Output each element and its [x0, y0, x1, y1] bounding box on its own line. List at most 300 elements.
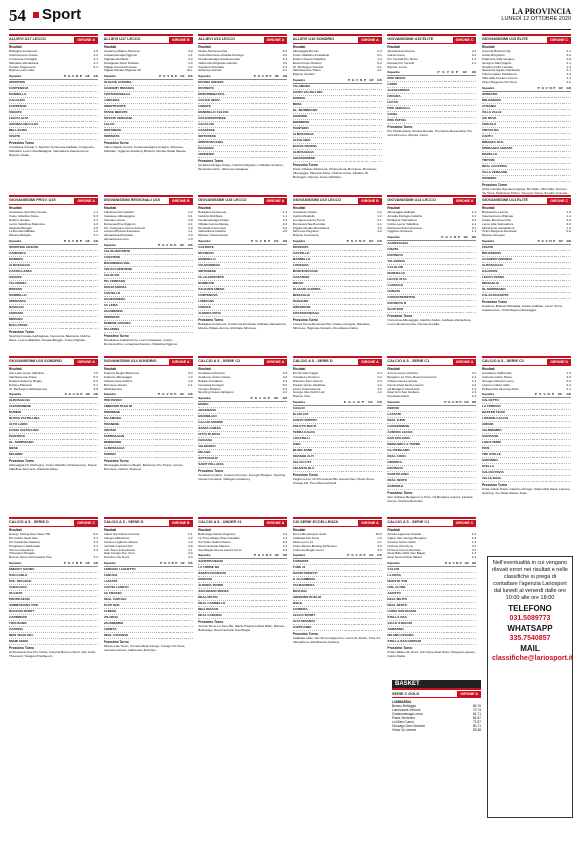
team-name: DERVIO — [387, 406, 443, 412]
match: Lecco Calcio-Esuna — [292, 386, 321, 391]
results-block — [9, 356, 98, 517]
match: Colico-Lecco Valtellina — [387, 221, 419, 226]
standings-col: GF — [177, 75, 185, 79]
team-name: REAL CARUGO — [104, 597, 159, 603]
standings-col: GS — [469, 562, 477, 566]
score: 1-2 — [282, 535, 288, 540]
results-label: Risultati — [103, 367, 117, 371]
table-row — [9, 134, 98, 140]
block-title: ALLIEVI U16 SONDRIO — [292, 36, 335, 41]
team-name: GROSIO — [104, 428, 157, 434]
result-row — [9, 556, 98, 560]
team-name: SANTO SPIRITO — [293, 418, 342, 424]
team-name: CALCETTO — [482, 398, 533, 404]
team-name: LECCO ALTA — [9, 116, 62, 122]
next-round-label: Prossimo Turno — [292, 163, 318, 168]
team-name: REAL MILITO — [387, 597, 443, 603]
team-name: SLOP BAR — [104, 603, 159, 609]
score: 2-1 — [471, 221, 477, 226]
team-name: CORTENOVA — [9, 86, 62, 92]
standings-col: N — [449, 71, 454, 75]
score: 1-5 — [93, 48, 98, 53]
standings-col: G — [541, 239, 544, 244]
team-name: BRIANZA OLG. — [482, 139, 536, 145]
stat-cell — [272, 152, 280, 158]
team-name: BRUGHERIO — [482, 251, 536, 257]
match: Boccon Sport-Ambrosiana Vive — [9, 555, 52, 560]
score: 8-2 — [93, 378, 98, 383]
next-round-text: Pro Patria-Giana, Novara-Renate, Pro Sesto-Alessandria, Pro Vercelli-Lecco. Riposa: Como. — [387, 129, 473, 138]
group-tag: GIRONE B — [169, 37, 193, 43]
result-row — [198, 391, 287, 395]
match: Riposa: Osio — [292, 394, 311, 399]
team-name: VALDENGO — [198, 444, 248, 450]
next-round-label: Prossimo Turno — [292, 473, 318, 478]
standings-col: Squadre — [482, 393, 533, 397]
standings-col: Squadre — [104, 562, 159, 566]
group-tag: GIRONE C — [547, 198, 571, 204]
stat-cell — [82, 134, 90, 140]
score: 3-2 — [188, 64, 193, 69]
match: Calcetto-Calcio Pavia — [481, 374, 512, 379]
match: Olginate-Robbiate — [103, 56, 129, 61]
score: 5-1 — [93, 382, 98, 387]
standings-col: P — [80, 392, 83, 397]
team-name: AURORA BOTA — [198, 311, 249, 317]
team-name: ARMATINO — [387, 627, 443, 633]
standings-col: N — [75, 561, 79, 566]
match: Oggiono-Sirtorese — [387, 229, 413, 234]
standings-col: P — [348, 78, 351, 83]
block-header — [293, 356, 382, 366]
block-title: GIOVANISSIMI U15 SONDRIO — [9, 358, 62, 363]
standings-col: P — [159, 74, 162, 79]
match: Real Sesto-Polion Milano — [387, 555, 423, 560]
score: 2-0 — [93, 225, 98, 230]
team-name: CIVIBERA — [293, 607, 346, 613]
team-name: LECCO SPORT — [293, 613, 346, 619]
standings-col: P — [250, 396, 253, 401]
match: Riposa: Casciooscore — [198, 233, 229, 238]
standings-col: GS — [278, 240, 287, 244]
team-name: SANTIANO — [482, 434, 533, 440]
team-name: REAL JURN — [387, 418, 443, 424]
result-row — [482, 234, 571, 238]
team-name: CASTELLANETO — [104, 585, 159, 591]
next-round-text: Albosaggia-Ol. Morbegno, Cosio Valtellino-Chiavennese, Nuova Valtellina-Alto Lario, Piantedo-Mese. — [9, 463, 97, 472]
result-row — [198, 69, 287, 73]
standings-col: GF — [366, 79, 374, 83]
team-name: DUBINO — [9, 410, 63, 416]
next-round-text: Calco-Olgiate Aurora, Costamasnaga-Lomagna, Sirtorese-Robbiate, Oggiono-Academy Brianza, Merate-Stade Merate. — [103, 145, 187, 154]
stat-cell — [458, 118, 467, 124]
team-name: ALBOSAGGIA — [104, 446, 157, 452]
team-name: CISATE — [9, 134, 62, 140]
standings-col: V — [452, 400, 455, 405]
table-row — [104, 633, 193, 639]
standings-col: P — [79, 239, 82, 244]
standings-col: G — [68, 239, 71, 244]
team-name: SEREGNO — [482, 91, 536, 97]
block-header — [482, 195, 571, 205]
stat-cell — [467, 118, 476, 124]
team-name: MARIO — [198, 402, 248, 408]
match: Chiavennese-Lazzate — [387, 378, 418, 383]
team-name: REAL SESTO — [387, 478, 443, 484]
next-round-label: Prossimo Turno — [103, 459, 129, 464]
match: Montevecchia-Rovinata — [292, 221, 326, 226]
group-tag: GIRONE A — [264, 359, 288, 365]
standings-col: G — [68, 392, 72, 397]
match: Olgiate Aurora-Merate — [198, 221, 229, 226]
group-tag: GIRONE A — [264, 520, 288, 526]
score: 84-87 — [472, 716, 481, 720]
team-name: CAGLIO — [293, 406, 342, 412]
group-tag: GIRONE A — [74, 198, 98, 204]
team-name: DUBINO — [293, 96, 347, 102]
standings-col: GS — [185, 562, 193, 566]
match: Olginate-Bioggio — [9, 225, 32, 230]
standings-table — [9, 562, 98, 645]
match: Grango Alto-Val Di Lutz — [292, 390, 325, 395]
team-name: TIRANESE — [104, 422, 157, 428]
team-name: ARDENNO BUGLIO — [104, 404, 157, 410]
team-name: BORMIESE — [293, 120, 347, 126]
standings-col: GF — [554, 393, 562, 397]
match: Sirtorese-Osnate — [198, 68, 222, 73]
match: Valchiavenna-Tirano — [292, 68, 321, 73]
team-name: ROBBIATE — [104, 134, 158, 140]
standings-col: GS — [563, 87, 571, 91]
standings-col: G — [164, 561, 167, 566]
match: Montevecchia-Oggiono — [103, 221, 136, 226]
match: Villa Valle-Fiorano Comun — [481, 76, 518, 81]
match: Olimpico-Pero Monza — [292, 378, 323, 383]
score: 2-2 — [566, 80, 571, 85]
next-round-text: Cabbiate-Idole, Del Torso-Cappucino, Lecco 21-Dante, Tube 21-Valmadrera, Alta Brianza-Civibera. — [292, 636, 381, 645]
team-name: LIGHT-TERM — [482, 440, 533, 446]
next-round — [387, 492, 476, 504]
score: 2-1 — [471, 394, 477, 399]
stat-cell — [185, 633, 193, 639]
match: Olgiate Aurora-Monzese — [103, 64, 137, 69]
table-row — [293, 466, 382, 472]
match: Arcellasco-Sporting Cesate — [9, 209, 47, 214]
team-name: STADE MERATE — [104, 110, 158, 116]
result-row — [9, 69, 98, 73]
next-round-label: Prossimo Turno — [9, 459, 35, 464]
team-name: CASTELLANZA — [9, 269, 62, 275]
stat-cell — [373, 466, 382, 472]
standings-col: P — [253, 553, 257, 558]
stat-cell — [278, 311, 287, 317]
standings-col: N — [265, 553, 268, 558]
team-name: OL. MORBEGNO — [9, 440, 63, 446]
score: 4-5 — [282, 374, 288, 379]
team-name: COLICO DERVIESE — [104, 267, 157, 273]
team-name: VALMADRERA — [293, 583, 346, 589]
match: Lumezzane-Vertova — [392, 708, 421, 712]
score: 4-4 — [471, 382, 477, 387]
standings-col: V — [259, 239, 262, 244]
team-name: TUBE 21 — [293, 565, 346, 571]
block-header — [9, 517, 98, 527]
score: 2-2 — [377, 374, 382, 379]
team-name: CABBIATE — [293, 559, 346, 565]
team-name: SONDRIO — [293, 114, 347, 120]
team-name: CALOLZIO — [387, 265, 439, 271]
team-name: REAL CONC. — [387, 454, 443, 460]
score: 73-57 — [472, 720, 481, 724]
results-label: Risultati — [9, 528, 22, 532]
ad-mail[interactable]: classifiche@lariosport.it — [492, 655, 574, 662]
team-name: ARDORA DELCLOU — [9, 122, 62, 128]
next-round-text: Bellagina-Cortenova, Cortenova-Rovinata, Galbiate-Valmadrera, Merate-Olgiate Aurora, Robbiate-Sirtorese. — [198, 322, 287, 330]
standings-col: GS — [184, 393, 192, 397]
block-title: CALCIO A 5 - SERIE D — [103, 519, 144, 524]
next-round-text: Albese-Lido Team, Cometa-Real Carugo, Carugo-Vis Nova, Lazzate-Ceriano, Valbrembo-Rozzano. — [103, 644, 186, 652]
match: Comasca-Fenegrò — [198, 382, 224, 387]
next-round-text: Cortenova-Albosaggia, Calolzio-Colico, Galbiate-Valmadrera, Lecco-Montevecchia, Osnate-Arcadia. — [387, 318, 472, 327]
team-name: CASATESE — [104, 255, 157, 261]
stat-cell — [272, 613, 280, 619]
next-round — [387, 647, 476, 659]
team-name: NUOVA VALTELLINA — [9, 416, 63, 422]
match: Valmadrera-Lecco — [103, 237, 129, 242]
match: Costamasnaga-Cisate — [198, 217, 229, 222]
match: Bormiese-Grosio — [103, 382, 127, 387]
team-name: LAZZATE — [387, 412, 443, 418]
score: 1-0 — [471, 213, 477, 218]
team-name: MANDELLO — [293, 257, 345, 263]
score: 80-71 — [472, 724, 481, 728]
match: Dervio-Real Sesto Lavorio — [387, 382, 424, 387]
match: Cisate-Montevecchia — [481, 217, 511, 222]
team-name: CASTELLO — [104, 291, 157, 297]
match: Rozzano-Vis Nova — [103, 555, 130, 560]
team-name: LECCO TERNA — [482, 275, 536, 281]
team-name: COSTAMASNAGA — [293, 311, 345, 317]
standings-col: G — [440, 71, 445, 75]
match: Alessandria-Novara — [387, 48, 415, 53]
score: 1-3 — [188, 374, 193, 379]
next-round-text: Caglio-Lecco, Di Chi-Celeste Blu, Esuna-Osio, Music Zone-Orange Alti, Pero Monza-Poletti. — [292, 477, 375, 485]
team-name: OSNATE — [198, 305, 249, 311]
block-title: CALCIO A 5 - SERIE C2 — [198, 358, 241, 363]
team-name: BOLLATESE — [9, 323, 62, 329]
standings-col: N — [359, 553, 362, 558]
block-header — [387, 195, 476, 205]
team-name: OLGIATE AURORA — [293, 287, 345, 293]
match: La Torre Albate-Team Casalbo — [198, 535, 240, 540]
standings-col: G — [443, 236, 448, 240]
stat-cell — [270, 462, 278, 468]
results-block — [104, 195, 193, 356]
result-row — [293, 73, 382, 77]
next-round-label: Prossimo Turno — [103, 640, 129, 645]
results-block — [482, 34, 571, 195]
score: 1-8 — [566, 56, 571, 61]
block-title: GIOVANISSIMI U15 ÉLITE — [387, 36, 434, 41]
team-name: GALBIATE — [482, 269, 536, 275]
next-round-text: Arcellasco-Calcio, Cusano-Pontoon, Fenegrò-Bulgaro, Sporting Ocean-Comasca, Valdegno-Academy. — [198, 473, 286, 482]
basket-results — [392, 704, 481, 732]
stat-cell — [469, 484, 477, 490]
score: 1-2 — [377, 225, 382, 230]
next-round-label: Prossimo Turno — [387, 646, 413, 651]
team-name: SPORTING — [9, 80, 62, 86]
score: 2-0 — [566, 221, 571, 226]
next-round-label: Prossimo Turno — [9, 646, 35, 651]
standings-col: N — [355, 401, 360, 405]
standings-col: GF — [82, 75, 90, 79]
match: Bellagina-Valmadrera — [387, 217, 417, 222]
team-name: VAL DI LUTZ — [293, 460, 342, 466]
next-round — [104, 335, 193, 347]
block-title: GIOVANISSIMI U15 ÉLITE — [481, 36, 528, 41]
team-name: IDOLE — [293, 601, 346, 607]
match: Giana-Como — [387, 52, 405, 57]
results-label: Risultati — [103, 45, 117, 49]
next-round — [482, 301, 571, 313]
team-name: LOMAGNA — [198, 299, 249, 305]
next-round-text: Ardor Lazzate-Speranza Agrate, Bri.Olgin.-Villa Valle, Fiorano-Vis Nova, Palazzolo-Tritium, Seregno-Cantu, Sondrio-Ausonia. — [481, 186, 568, 195]
standings-col: P — [444, 561, 448, 566]
score: 3-3 — [188, 233, 193, 238]
team-name: REAL MILITO — [198, 595, 252, 601]
match: Delebio-Ardenno Buglio — [9, 378, 42, 383]
team-name: BRUGHERIO — [482, 97, 536, 103]
section-title: Sport — [42, 6, 82, 23]
team-name: PIANTEDO — [293, 126, 347, 132]
team-name: ACADEMY BRIANZA — [482, 257, 536, 263]
score: 2-1 — [188, 382, 193, 387]
score: 3-4 — [282, 225, 288, 230]
match: Ardenno-Albosaggia — [103, 374, 132, 379]
results-block — [9, 517, 98, 678]
block-header — [387, 356, 476, 366]
group-tag: GIRONE A — [264, 198, 288, 204]
team-name: CALOLZIO — [198, 122, 252, 128]
score: 0-0 — [566, 229, 571, 234]
stat-cell — [90, 134, 98, 140]
stat-cell — [373, 625, 381, 631]
team-name: BRIVIO — [293, 281, 345, 287]
team-name: CARBINATE — [9, 615, 62, 621]
table-row — [104, 134, 193, 140]
team-name: PIC CERRANO — [104, 279, 157, 285]
next-round-label: Prossimo Turno — [387, 491, 413, 496]
score: 0-1 — [377, 217, 382, 222]
stat-cell — [364, 466, 373, 472]
results-block — [9, 34, 98, 195]
team-name: CHIAVENNESE — [293, 156, 347, 162]
standings-col: G — [253, 240, 258, 244]
ad-whatsapp[interactable]: 335.7540857 — [509, 635, 551, 642]
standings-col: V — [449, 235, 452, 240]
standings-col: Squadre — [198, 554, 252, 558]
team-name: LOMAGNA — [104, 98, 158, 104]
block-title: ALLIEVI U17 LECCO — [9, 36, 46, 41]
score: 2-1 — [282, 543, 288, 548]
team-name: MERANO — [9, 317, 62, 323]
score: 0-1 — [188, 213, 193, 218]
results-label: Risultati — [103, 528, 117, 532]
standings-col: N — [546, 393, 550, 397]
standings-col: V — [71, 561, 75, 566]
team-name: ROBBIATE — [198, 281, 249, 287]
match: Rovinata-Cortenova — [198, 225, 226, 230]
results-block — [104, 517, 193, 678]
match: Sondrio-Ardor Lazzate — [481, 64, 513, 69]
team-name: SLOP BAR — [387, 307, 439, 313]
score: 1-0 — [188, 378, 193, 383]
match: Dubino-Piantedo — [9, 382, 33, 387]
match: Pontier-Verde-Valtellina — [292, 382, 326, 387]
standings-col: N — [76, 239, 79, 244]
team-name: OSNATE — [387, 289, 439, 295]
next-round-label: Prossimo Turno — [292, 318, 318, 323]
score: 1-0 — [93, 370, 98, 375]
team-name: BERBENNO — [104, 440, 157, 446]
team-name: POSI — [482, 446, 533, 452]
score: 0-1 — [377, 52, 382, 57]
standings-col: V — [72, 74, 75, 79]
team-name: ARCENANO — [198, 408, 248, 414]
team-name: SEMPRE VARANO — [104, 321, 157, 327]
results-label: Risultati — [198, 367, 211, 371]
standings-col: P — [537, 239, 540, 244]
score: 3-0 — [188, 543, 193, 548]
team-name: COSCIOSPORTIVE — [387, 295, 439, 301]
standings-col: GS — [185, 75, 193, 79]
team-name: MARANO — [198, 577, 252, 583]
header-rule — [9, 29, 571, 30]
match: Costamasnaga-Oggiono — [103, 52, 138, 57]
score: Rin. — [187, 68, 193, 73]
results-block — [293, 356, 382, 517]
stat-cell — [468, 307, 476, 313]
match: Riposa: Sondrio — [292, 72, 315, 77]
standings-col: V — [261, 74, 264, 79]
team-name: OL. MORBEGNO — [293, 108, 347, 114]
standings-col: GF — [461, 401, 468, 405]
next-round — [104, 142, 193, 154]
standings-table — [293, 240, 382, 317]
ad-mail-label: MAIL — [520, 644, 540, 653]
score: 2-4 — [282, 386, 288, 391]
group-tag: GIRONE A — [169, 359, 193, 365]
match: Merano-Bulgaro — [9, 233, 32, 238]
block-header — [293, 195, 382, 205]
standings-col: GF — [365, 240, 373, 244]
standings-col: N — [171, 561, 174, 566]
next-round — [387, 315, 476, 327]
team-name: OSIO — [293, 442, 342, 448]
standings-col: GS — [469, 401, 477, 405]
match: Dubino-Osnate — [9, 217, 30, 222]
ad-tel[interactable]: 031.5089773 — [509, 615, 551, 622]
team-name: SAN BIAGIO MONZA — [198, 589, 252, 595]
team-name: CORTENOVA — [198, 293, 249, 299]
match: Energy Saving-New Team Hill — [9, 531, 50, 536]
match: Renate-Pro Vercelli — [387, 60, 415, 65]
match: Cosio-Dervio-Bovling Alchimeno — [292, 543, 337, 548]
team-name: COLICO DERV. — [198, 98, 252, 104]
group-tag: GIRONE A — [74, 37, 98, 43]
team-name: MESE — [9, 446, 63, 452]
standings-col: GF — [460, 236, 468, 240]
